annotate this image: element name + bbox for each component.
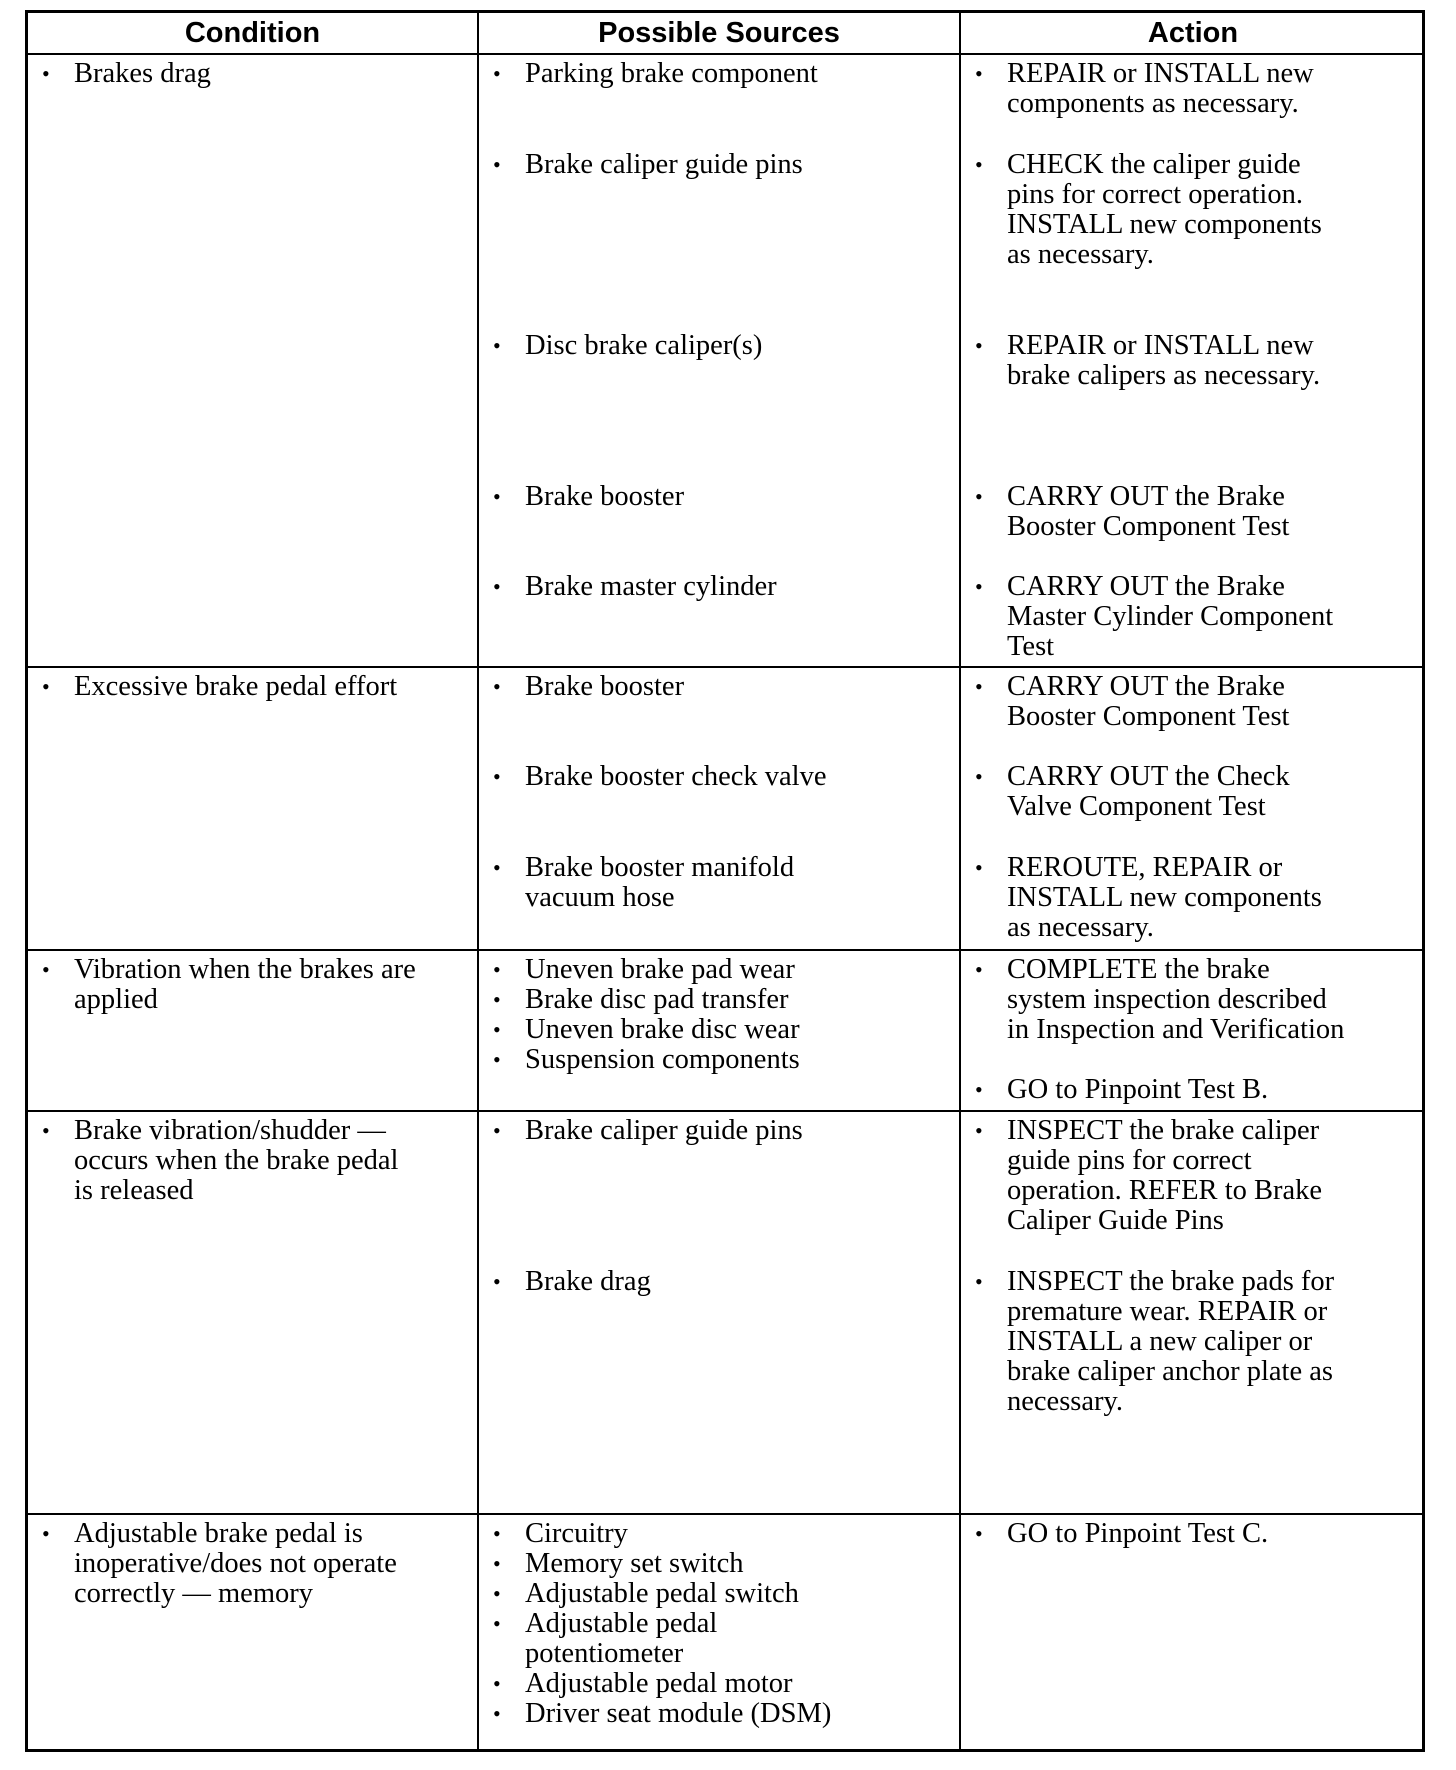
condition-text: Vibration when the brakes are applied — [74, 954, 416, 1015]
condition-cell — [28, 1519, 473, 1609]
condition-cell — [28, 1116, 473, 1206]
action-text: REPAIR or INSTALL new brake calipers as necessary. — [1007, 330, 1321, 391]
action-text: COMPLETE the brake system inspection described in Inspection and Verification — [1007, 954, 1345, 1045]
bullet-glyph: • — [493, 1047, 501, 1072]
row-divider — [28, 949, 1422, 951]
header-condition: Condition — [184, 17, 321, 49]
bullet-glyph: • — [493, 1701, 501, 1726]
source-text: Disc brake caliper(s) — [525, 330, 763, 361]
action-item — [961, 150, 1425, 270]
condition-cell — [28, 672, 473, 702]
bullet-glyph: • — [493, 674, 501, 699]
action-text: INSPECT the brake caliper guide pins for correct operation. REFER to Brake Caliper Guide Pins — [1007, 1115, 1323, 1236]
source-item — [479, 1609, 957, 1669]
source-item — [479, 1579, 957, 1609]
bullet-glyph: • — [975, 152, 983, 177]
source-item — [479, 572, 957, 602]
bullet-glyph: • — [493, 152, 501, 177]
action-item — [961, 955, 1425, 1045]
source-item — [479, 331, 957, 361]
bullet-glyph: • — [975, 333, 983, 358]
source-text: Brake disc pad transfer — [525, 984, 789, 1015]
action-text: INSPECT the brake pads for premature wear. REPAIR or INSTALL a new caliper or brake caliper anchor plate as necessary. — [1007, 1266, 1335, 1417]
action-item — [961, 482, 1425, 542]
action-text: CARRY OUT the Brake Master Cylinder Component Test — [1007, 571, 1334, 662]
action-item — [961, 572, 1425, 662]
source-item — [479, 59, 957, 89]
bullet-glyph: • — [493, 987, 501, 1012]
header-action: Action — [1147, 17, 1239, 49]
bullet-glyph: • — [42, 674, 50, 699]
bullet-glyph: • — [493, 1269, 501, 1294]
bullet-glyph: • — [493, 1581, 501, 1606]
action-item — [961, 1267, 1425, 1417]
action-text: GO to Pinpoint Test B. — [1007, 1074, 1269, 1105]
source-item — [479, 762, 957, 792]
condition-text: Adjustable brake pedal is inoperative/does not operate correctly — memory — [74, 1518, 397, 1609]
source-item — [479, 1519, 957, 1549]
source-item — [479, 672, 957, 702]
bullet-glyph: • — [42, 61, 50, 86]
bullet-glyph: • — [493, 61, 501, 86]
action-text: CARRY OUT the Check Valve Component Test — [1007, 761, 1290, 822]
condition-cell — [28, 59, 473, 89]
action-item — [961, 331, 1425, 391]
source-text: Memory set switch — [525, 1548, 744, 1579]
condition-text: Brake vibration/shudder — occurs when the brake pedal is released — [74, 1115, 399, 1206]
bullet-glyph: • — [493, 957, 501, 982]
bullet-glyph: • — [975, 61, 983, 86]
source-text: Brake booster check valve — [525, 761, 827, 792]
source-text: Brake drag — [525, 1266, 651, 1297]
bullet-glyph: • — [975, 674, 983, 699]
action-text: CARRY OUT the Brake Booster Component Test — [1007, 481, 1290, 542]
source-text: Adjustable pedal motor — [525, 1668, 793, 1699]
bullet-glyph: • — [975, 1077, 983, 1102]
condition-text: Brakes drag — [74, 58, 211, 89]
condition-text: Excessive brake pedal effort — [74, 671, 398, 702]
bullet-glyph: • — [493, 1017, 501, 1042]
bullet-glyph: • — [493, 1671, 501, 1696]
action-text: GO to Pinpoint Test C. — [1007, 1518, 1269, 1549]
bullet-glyph: • — [493, 855, 501, 880]
source-text: Driver seat module (DSM) — [525, 1698, 832, 1729]
action-item — [961, 672, 1425, 732]
bullet-glyph: • — [493, 764, 501, 789]
source-text: Uneven brake pad wear — [525, 954, 795, 985]
row-divider — [28, 666, 1422, 668]
bullet-glyph: • — [975, 855, 983, 880]
action-text: CHECK the caliper guide pins for correct operation. INSTALL new components as necessary. — [1007, 149, 1322, 270]
row-divider — [28, 1513, 1422, 1515]
bullet-glyph: • — [975, 957, 983, 982]
source-item — [479, 1549, 957, 1579]
bullet-glyph: • — [42, 1521, 50, 1546]
row-divider — [28, 1110, 1422, 1112]
header-divider — [28, 53, 1422, 55]
action-item — [961, 1519, 1425, 1549]
bullet-glyph: • — [42, 1118, 50, 1143]
bullet-glyph: • — [493, 1551, 501, 1576]
bullet-glyph: • — [975, 484, 983, 509]
bullet-glyph: • — [975, 1269, 983, 1294]
header-possible-sources: Possible Sources — [598, 17, 840, 49]
action-item — [961, 1116, 1425, 1236]
action-item — [961, 1075, 1425, 1105]
source-text: Brake caliper guide pins — [525, 149, 803, 180]
source-item — [479, 150, 957, 180]
bullet-glyph: • — [493, 1118, 501, 1143]
action-text: REPAIR or INSTALL new components as necessary. — [1007, 58, 1314, 119]
bullet-glyph: • — [493, 1611, 501, 1636]
source-text: Parking brake component — [525, 58, 818, 89]
source-item — [479, 955, 957, 985]
source-item — [479, 985, 957, 1015]
bullet-glyph: • — [975, 574, 983, 599]
source-text: Circuitry — [525, 1518, 628, 1549]
bullet-glyph: • — [493, 1521, 501, 1546]
source-text: Brake caliper guide pins — [525, 1115, 803, 1146]
action-item — [961, 59, 1425, 119]
bullet-glyph: • — [975, 1118, 983, 1143]
source-item — [479, 853, 957, 913]
source-item — [479, 1267, 957, 1297]
action-item — [961, 853, 1425, 943]
bullet-glyph: • — [42, 957, 50, 982]
condition-cell — [28, 955, 473, 1015]
bullet-glyph: • — [493, 574, 501, 599]
bullet-glyph: • — [493, 484, 501, 509]
source-text: Adjustable pedal potentiometer — [525, 1608, 718, 1669]
source-item — [479, 482, 957, 512]
bullet-glyph: • — [493, 333, 501, 358]
action-item — [961, 762, 1425, 822]
source-text: Brake booster — [525, 481, 685, 512]
source-text: Brake booster — [525, 671, 685, 702]
source-text: Adjustable pedal switch — [525, 1578, 799, 1609]
source-text: Brake booster manifold vacuum hose — [525, 852, 795, 913]
source-text: Suspension components — [525, 1044, 800, 1075]
diagnosis-table — [25, 10, 1425, 1752]
source-item — [479, 1116, 957, 1146]
action-text: REROUTE, REPAIR or INSTALL new components as necessary. — [1007, 852, 1322, 943]
source-text: Uneven brake disc wear — [525, 1014, 800, 1045]
source-item — [479, 1669, 957, 1699]
bullet-glyph: • — [975, 764, 983, 789]
action-text: CARRY OUT the Brake Booster Component Test — [1007, 671, 1290, 732]
source-item — [479, 1045, 957, 1075]
bullet-glyph: • — [975, 1521, 983, 1546]
source-item — [479, 1699, 957, 1729]
source-text: Brake master cylinder — [525, 571, 777, 602]
source-item — [479, 1015, 957, 1045]
